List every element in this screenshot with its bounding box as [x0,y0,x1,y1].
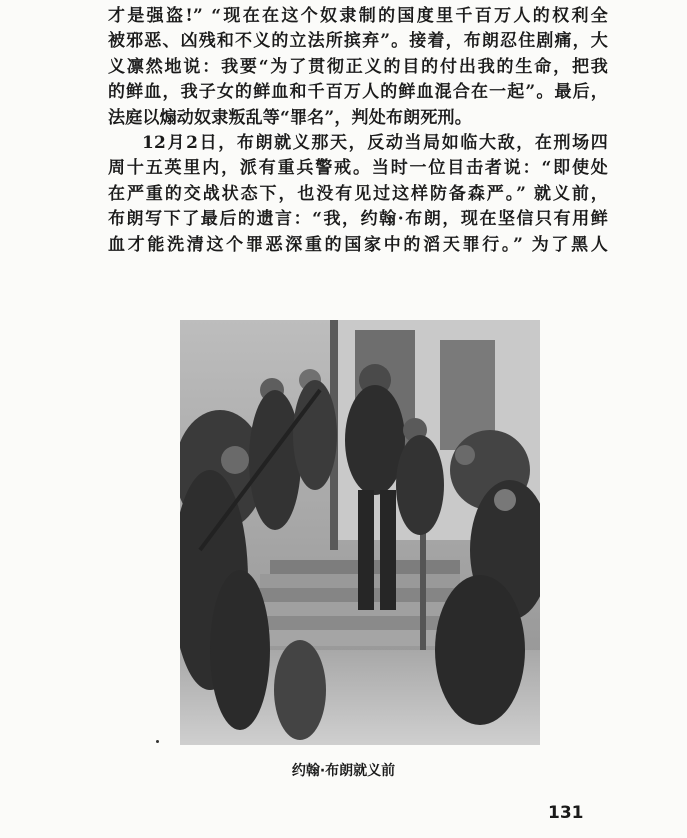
text-line: 才是强盗!” “现在在这个奴隶制的国度里千百万人的权利全 [108,6,608,26]
text-line: 法庭以煽动奴隶叛乱等“罪名”，判处布朗死刑。 [108,107,472,128]
text-line: 周十五英里内，派有重兵警戒。当时一位目击者说：“即使处 [108,158,608,179]
figure-caption: 约翰·布朗就义前 [291,763,396,779]
text-line: 12月2日，布朗就义那天，反动当局如临大敌，在刑场四 [142,132,608,153]
text-line: 的鲜血，我子女的鲜血和千百万人的鲜血混合在一起”。最后， [108,82,608,103]
text-line: 在严重的交战状态下，也没有见过这样防备森严。” 就义前， [108,183,608,204]
text-line: 布朗写下了最后的遗言：“我，约翰·布朗，现在坚信只有用鲜 [108,209,608,230]
body-text [108,4,608,258]
page-number: 131 [548,803,584,823]
text-line: 义凛然地说：我要“为了贯彻正义的目的付出我的生命，把我 [108,56,608,77]
print-speck [156,740,159,743]
text-line: 被邪恶、凶残和不义的立法所摈弃”。接着，布朗忍住剧痛，大 [108,31,608,52]
historical-photo [180,320,540,745]
text-line: 血才能洗清这个罪恶深重的国家中的滔天罪行。” 为了黑人 [108,234,608,255]
